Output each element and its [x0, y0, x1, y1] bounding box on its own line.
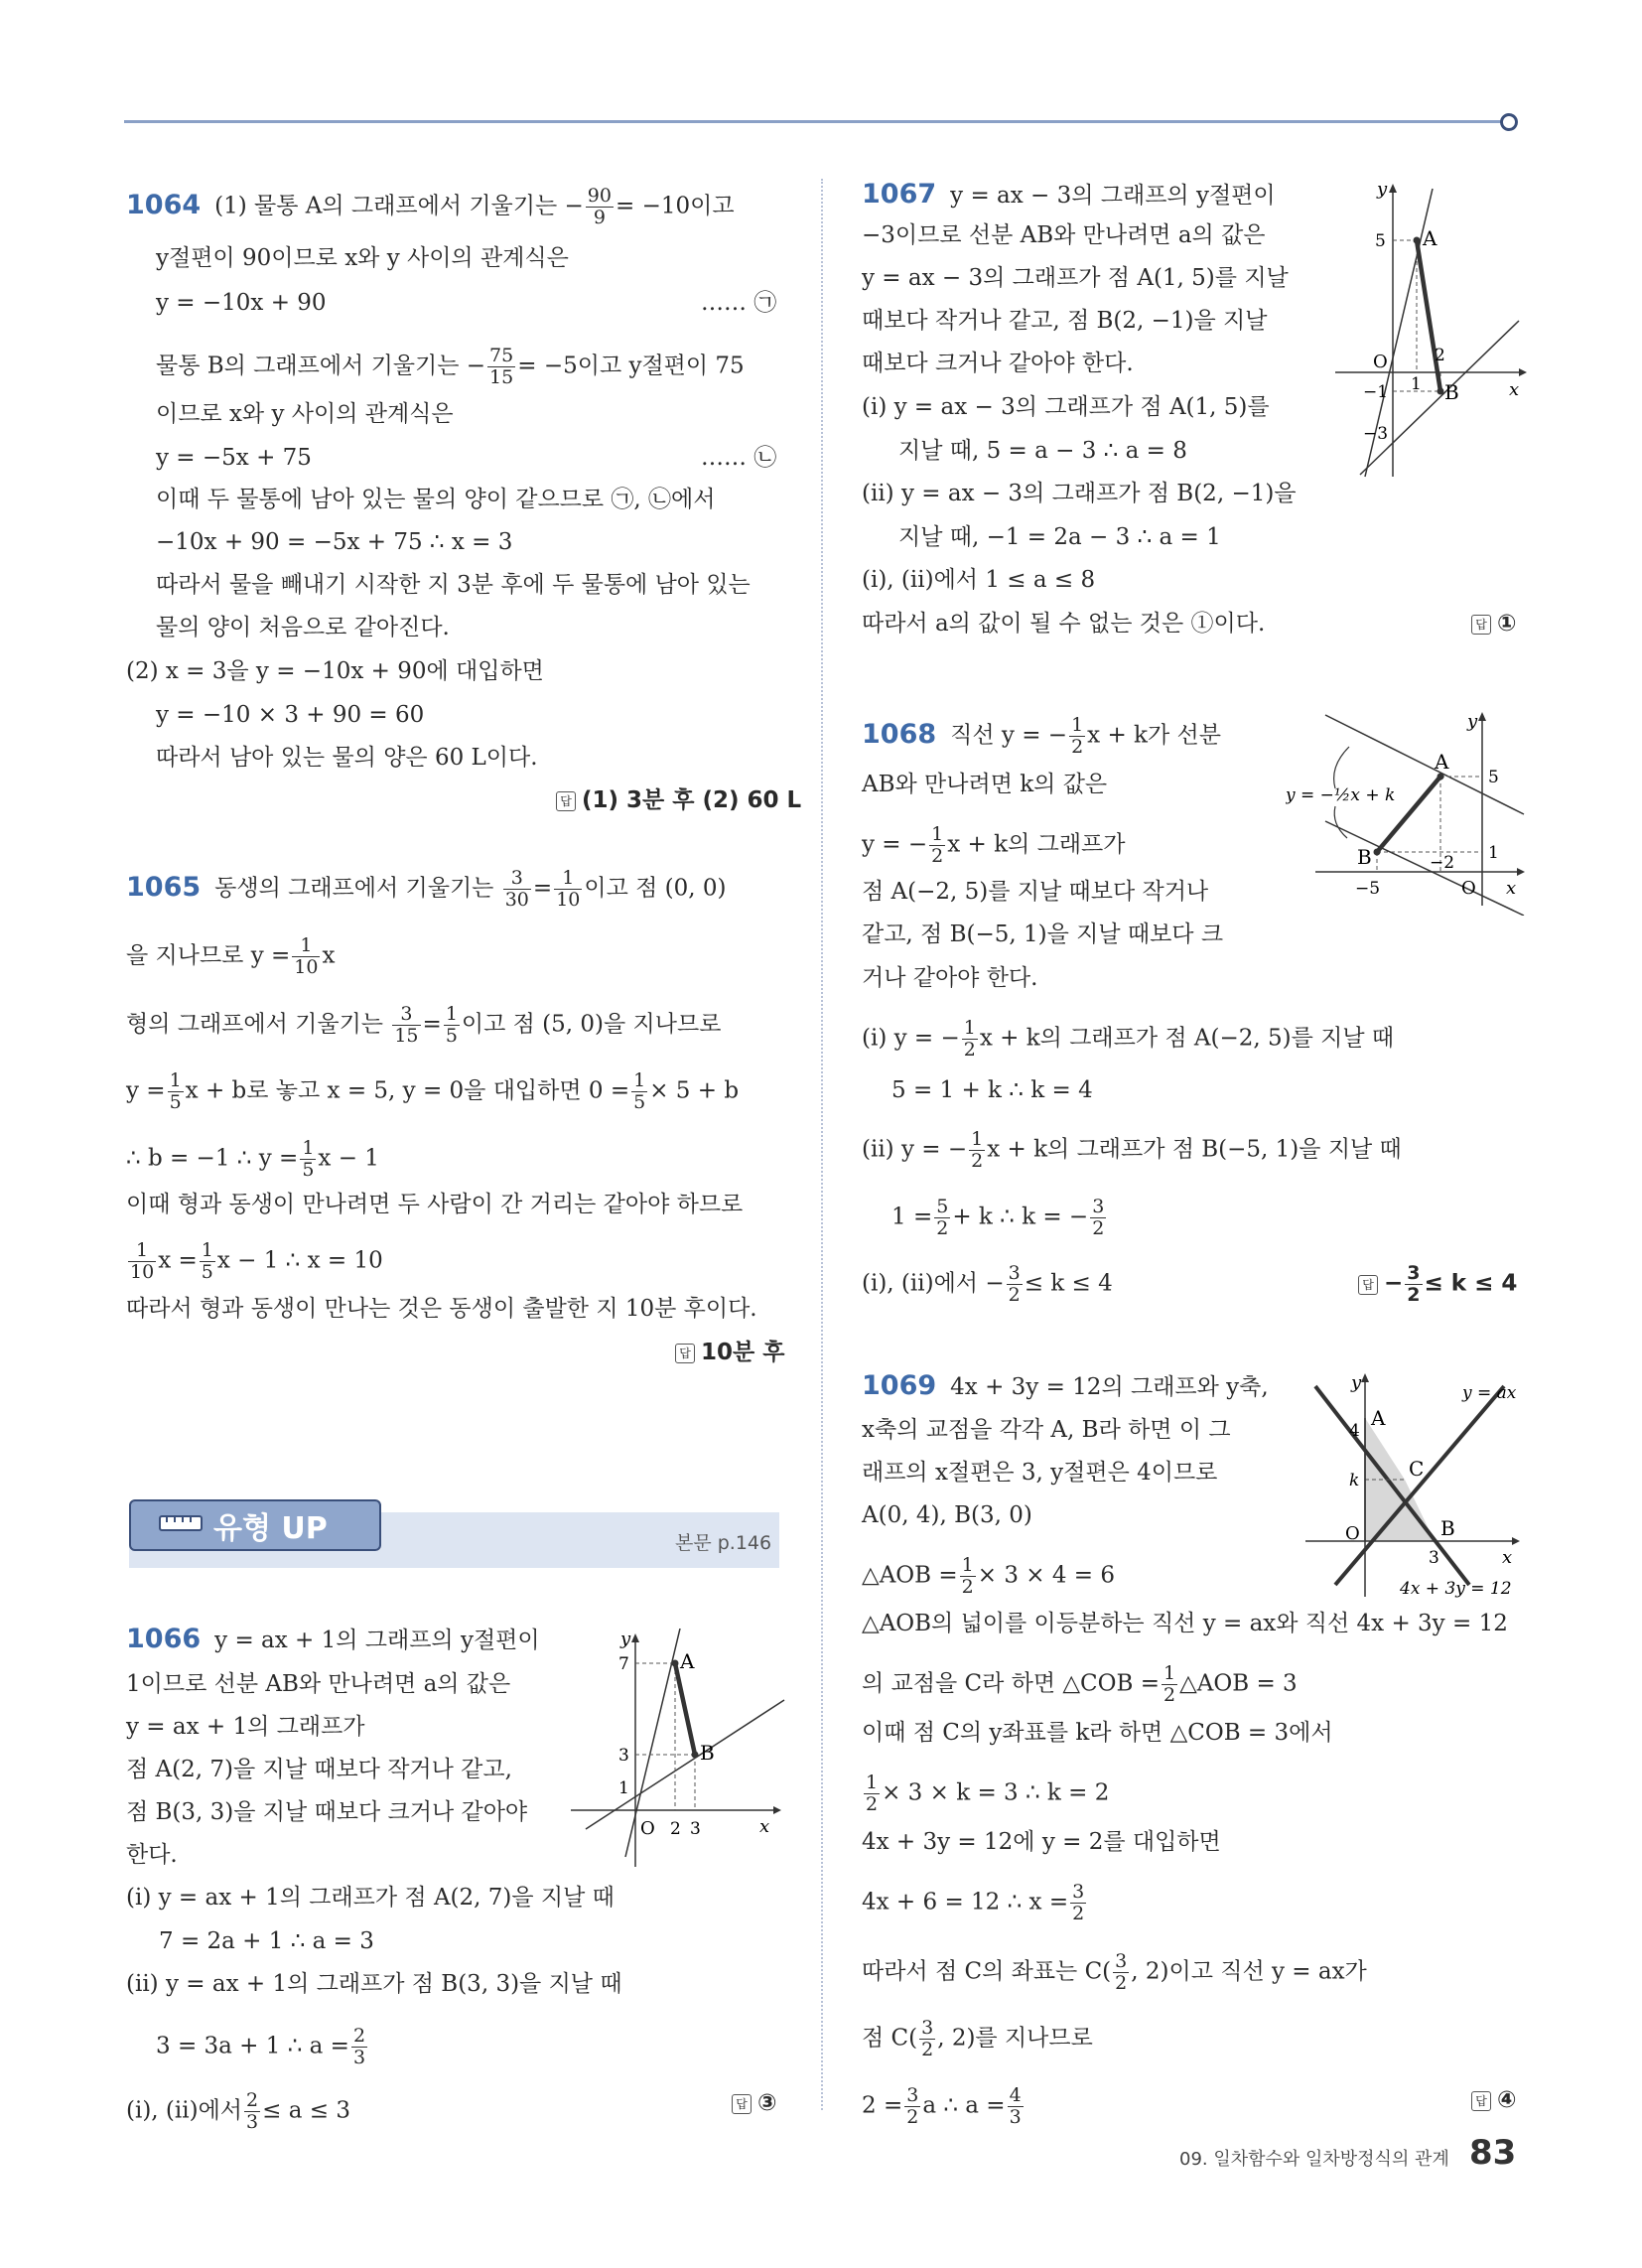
- svg-text:−2: −2: [1430, 853, 1455, 873]
- fraction: $\frac{3}{2}$: [921, 2017, 934, 2060]
- fraction: $\frac{1}{10}$: [556, 867, 581, 911]
- fraction: $\frac{3}{2}$: [1092, 1196, 1105, 1239]
- svg-text:3: 3: [690, 1819, 701, 1839]
- fraction: $\frac{1}{2}$: [971, 1128, 984, 1172]
- svg-text:4x + 3y = 12: 4x + 3y = 12: [1400, 1579, 1512, 1599]
- svg-text:O: O: [640, 1818, 655, 1839]
- fraction: $\frac{90}{9}$: [587, 185, 612, 228]
- svg-text:B: B: [1444, 380, 1459, 404]
- graph-1067: [1335, 179, 1534, 482]
- fraction: $\frac{1}{2}$: [961, 1554, 974, 1598]
- svg-text:−5: −5: [1355, 879, 1381, 899]
- fraction: $\frac{1}{5}$: [633, 1069, 646, 1113]
- problem-number: 1069: [862, 1370, 937, 1401]
- fraction: $\frac{3}{2}$: [1008, 1262, 1021, 1306]
- svg-text:O: O: [1373, 352, 1388, 372]
- answer: 답 10분 후: [675, 1338, 784, 1367]
- fraction: $\frac{3}{15}$: [394, 1003, 419, 1047]
- svg-text:O: O: [1461, 878, 1476, 899]
- svg-text:y: y: [620, 1629, 631, 1649]
- svg-text:y: y: [1351, 1372, 1362, 1393]
- fraction: $\frac{2}{3}$: [352, 2025, 366, 2068]
- graph-1068: [1286, 707, 1534, 916]
- fraction: $\frac{3}{2}$: [906, 2084, 919, 2128]
- problem-number: 1067: [862, 179, 937, 210]
- fraction: $\frac{4}{3}$: [1009, 2084, 1022, 2128]
- fraction: $\frac{5}{2}$: [936, 1196, 949, 1239]
- fraction: $\frac{1}{5}$: [302, 1137, 315, 1181]
- svg-text:O: O: [1345, 1523, 1360, 1544]
- svg-text:7: 7: [618, 1654, 629, 1674]
- answer: 답 ④: [1471, 2085, 1516, 2115]
- fraction: $\frac{1}{2}$: [866, 1772, 879, 1815]
- svg-text:y = ax: y = ax: [1462, 1383, 1517, 1403]
- fraction: $\frac{1}{2}$: [931, 823, 944, 867]
- fraction: $\frac{75}{15}$: [489, 345, 514, 388]
- section-title: 유형 UP: [213, 1511, 328, 1546]
- fraction: $\frac{1}{2}$: [963, 1017, 976, 1061]
- problem-number: 1064: [126, 189, 202, 220]
- graph-1069: [1296, 1368, 1534, 1602]
- svg-text:x: x: [1509, 379, 1520, 400]
- fraction: $\frac{1}{2}$: [1163, 1662, 1176, 1706]
- svg-text:A: A: [1435, 750, 1449, 774]
- fraction: $\frac{2}{3}$: [246, 2089, 259, 2133]
- section-reference: 본문 p.146: [675, 1532, 772, 1554]
- svg-text:1: 1: [1488, 843, 1499, 863]
- svg-text:y: y: [1377, 179, 1388, 200]
- graph-1066: [571, 1629, 789, 1872]
- fraction: $\frac{3}{2}$: [1407, 1262, 1421, 1306]
- svg-text:A: A: [1423, 226, 1437, 250]
- svg-text:5: 5: [1375, 231, 1386, 251]
- fraction: $\frac{1}{10}$: [294, 934, 319, 978]
- svg-text:y: y: [1467, 711, 1478, 732]
- fraction: $\frac{1}{5}$: [445, 1003, 458, 1047]
- svg-text:2: 2: [1435, 346, 1445, 365]
- svg-text:A: A: [680, 1649, 695, 1673]
- svg-text:C: C: [1409, 1457, 1425, 1481]
- svg-text:y = −½x + k: y = −½x + k: [1286, 785, 1396, 805]
- fraction: $\frac{3}{2}$: [1072, 1881, 1085, 1924]
- svg-text:3: 3: [618, 1746, 629, 1766]
- svg-text:B: B: [1357, 845, 1372, 869]
- svg-text:B: B: [700, 1741, 715, 1765]
- svg-text:2: 2: [670, 1819, 681, 1839]
- fraction: $\frac{1}{5}$: [169, 1069, 182, 1113]
- ruler-icon: [159, 1508, 203, 1538]
- page-number: 83: [1469, 2133, 1517, 2173]
- fraction: $\frac{3}{2}$: [1115, 1950, 1128, 1994]
- svg-text:5: 5: [1488, 768, 1499, 787]
- problem-number: 1065: [126, 871, 202, 903]
- problem-number: 1068: [862, 718, 937, 750]
- svg-text:B: B: [1440, 1516, 1455, 1540]
- svg-text:1: 1: [1411, 374, 1422, 394]
- answer: 답 ①: [1471, 609, 1516, 638]
- svg-text:3: 3: [1429, 1548, 1439, 1568]
- chapter-title: 09. 일차함수와 일차방정식의 관계: [1179, 2149, 1449, 2170]
- answer: 답 (1) 3분 후 (2) 60 L: [556, 785, 801, 815]
- problem-number: 1066: [126, 1624, 202, 1654]
- svg-text:−3: −3: [1363, 424, 1389, 444]
- svg-text:1: 1: [618, 1778, 629, 1798]
- fraction: $\frac{1}{10}$: [130, 1239, 155, 1283]
- answer: 답 ③: [732, 2088, 776, 2118]
- svg-text:−1: −1: [1363, 382, 1389, 402]
- svg-text:k: k: [1349, 1471, 1360, 1490]
- svg-text:x: x: [759, 1816, 770, 1837]
- column-divider: [821, 179, 823, 2110]
- fraction: $\frac{3}{30}$: [504, 867, 529, 911]
- fraction: $\frac{1}{5}$: [201, 1239, 213, 1283]
- svg-text:x: x: [1506, 878, 1517, 899]
- svg-text:x: x: [1502, 1547, 1513, 1568]
- svg-text:4: 4: [1349, 1421, 1360, 1441]
- header-dot: [1500, 113, 1518, 131]
- svg-text:A: A: [1371, 1406, 1386, 1430]
- fraction: $\frac{1}{2}$: [1071, 714, 1084, 758]
- header-rule: [124, 120, 1506, 123]
- answer: 답 − $\frac{3}{2}$ ≤ k ≤ 4: [1358, 1263, 1517, 1306]
